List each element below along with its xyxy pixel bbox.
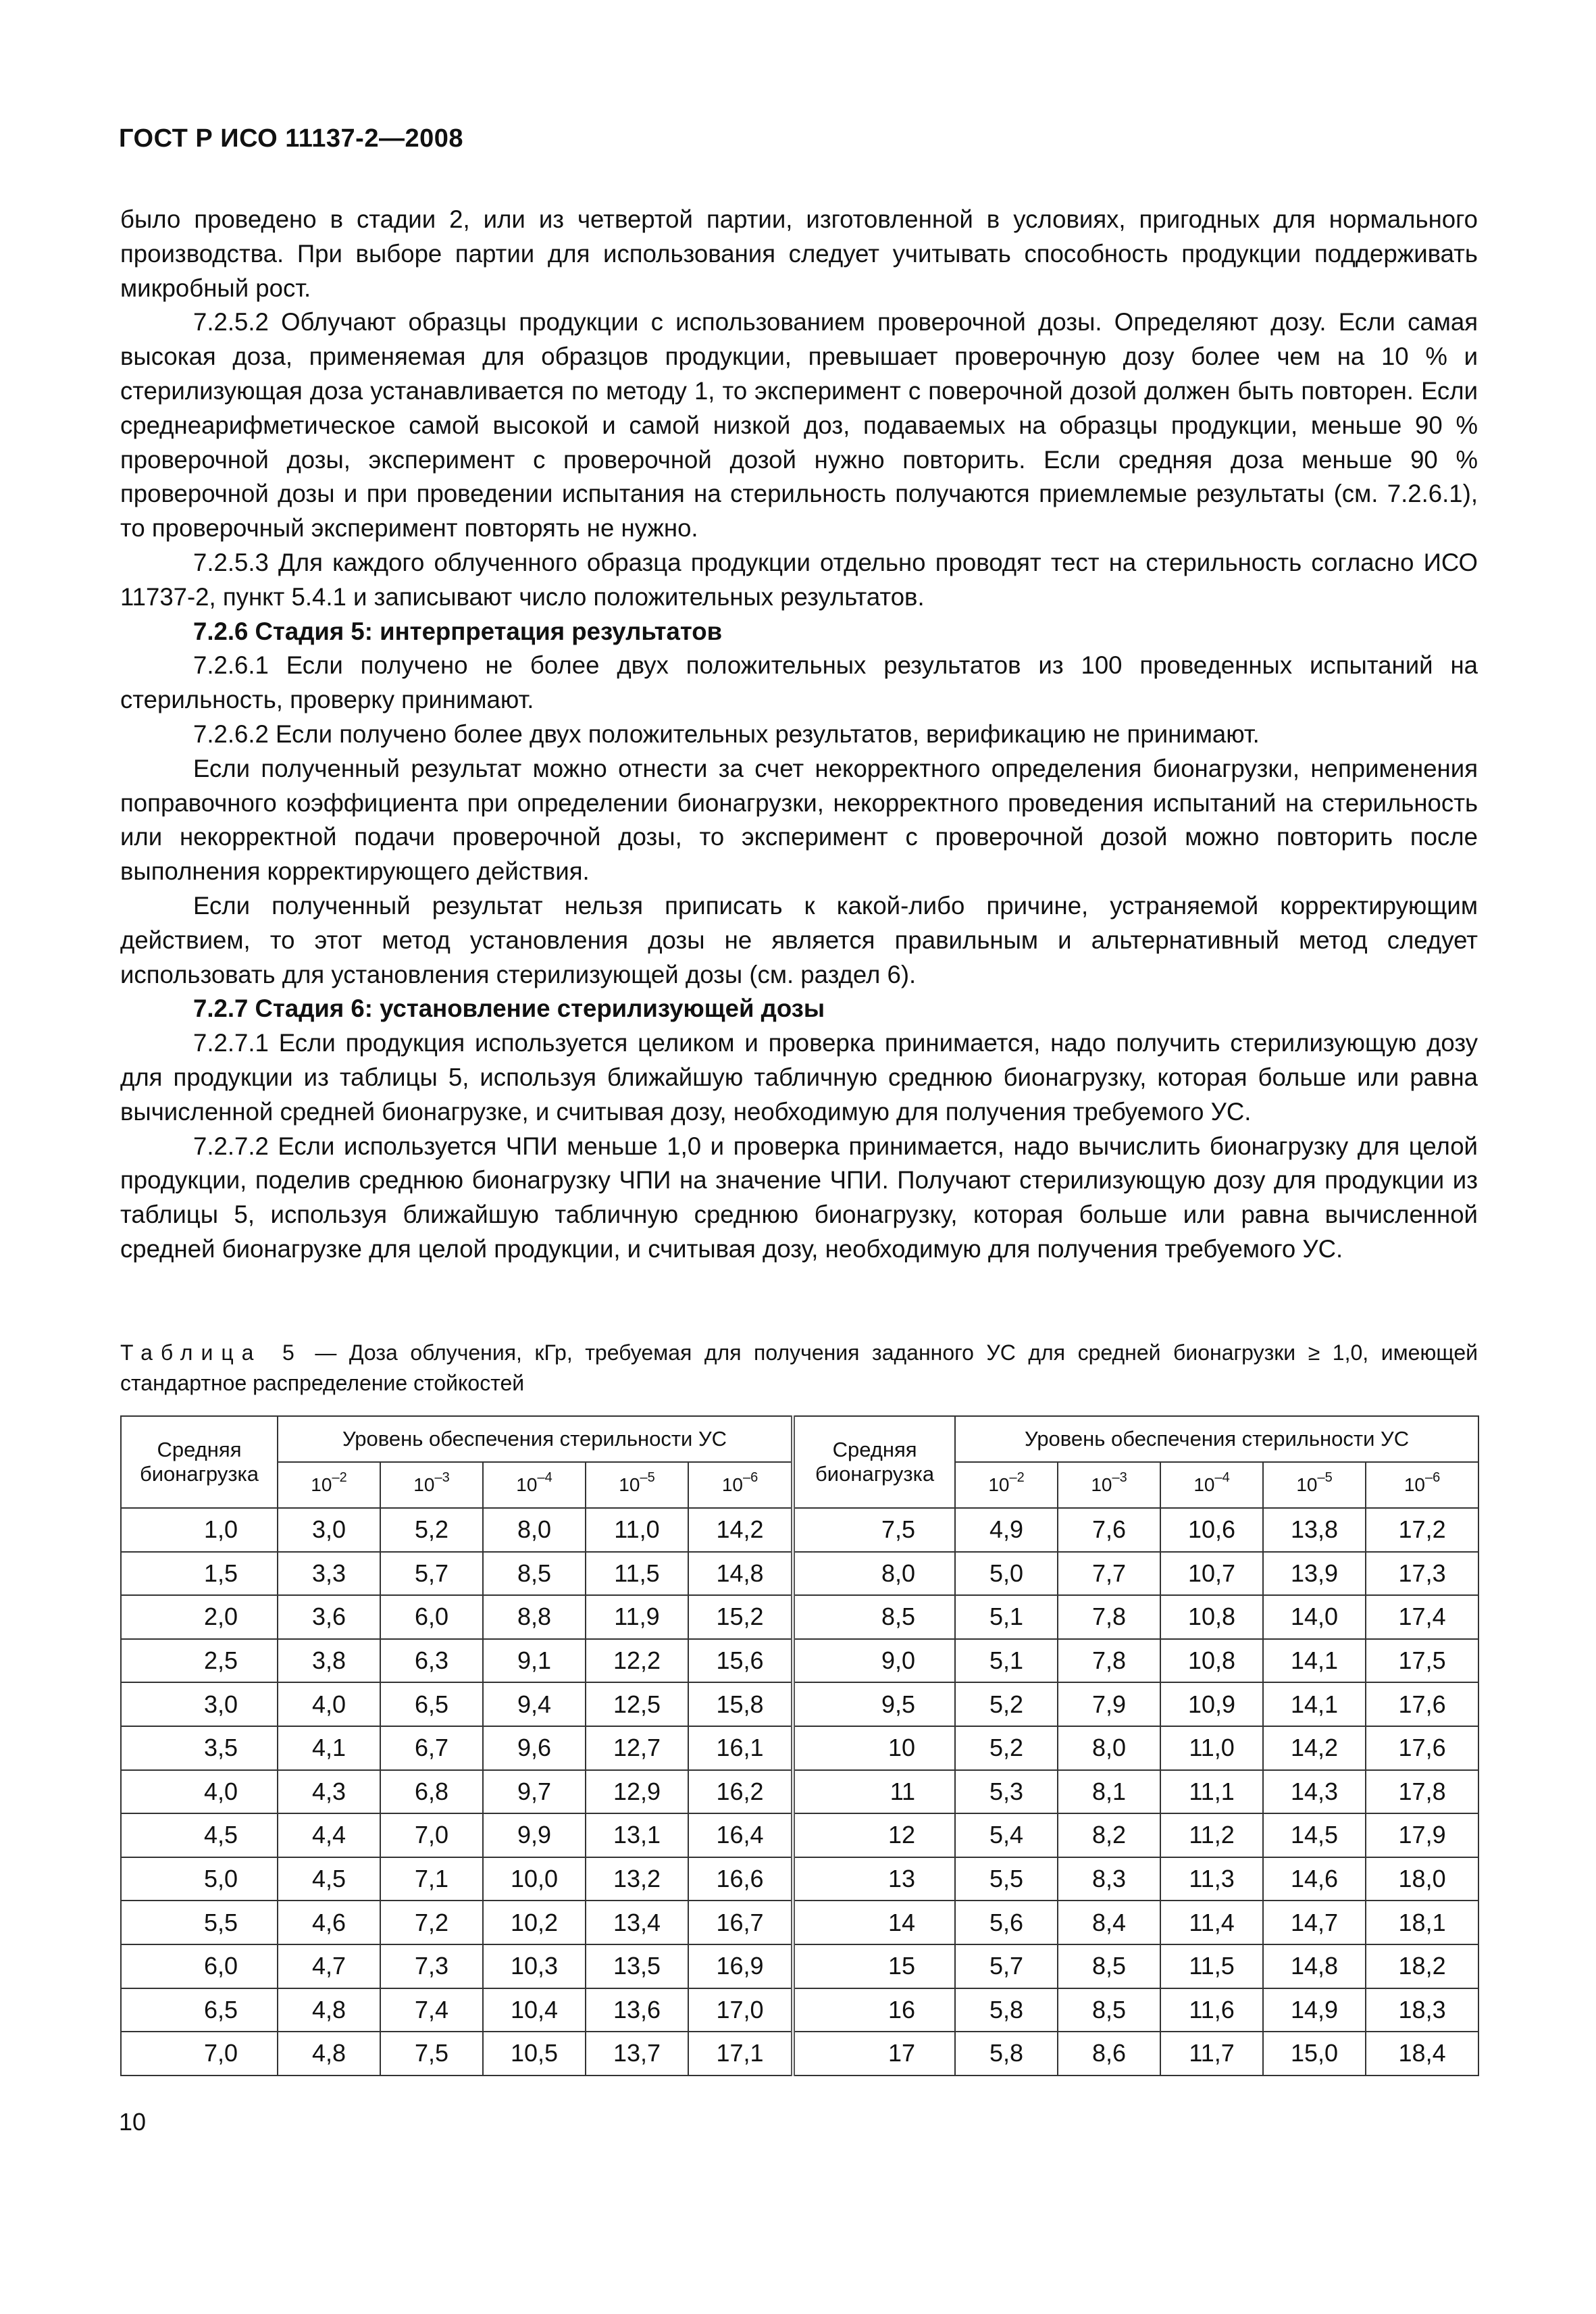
dose-cell: 10,2	[483, 1901, 586, 1944]
dose-cell: 5,8	[955, 1988, 1058, 2032]
bioburden-cell: 2,5	[121, 1639, 278, 1683]
dose-cell: 18,1	[1366, 1901, 1478, 1944]
bioburden-cell: 3,5	[121, 1726, 278, 1770]
sal-header-cell: $10^{-2}$	[278, 1462, 380, 1508]
dose-cell: 16,6	[688, 1857, 793, 1901]
dose-table	[120, 1415, 1479, 2076]
dose-cell: 17,2	[1366, 1508, 1478, 1552]
table-caption	[120, 1338, 1478, 1399]
dose-cell: 7,0	[380, 1813, 483, 1857]
dose-cell: 14,9	[1263, 1988, 1366, 2032]
dose-cell: 12,5	[586, 1682, 688, 1726]
dose-cell: 11,1	[1160, 1770, 1263, 1814]
sal-header-cell: $10^{-6}$	[1366, 1462, 1478, 1508]
bioburden-cell: 4,5	[121, 1813, 278, 1857]
dose-cell: 5,7	[955, 1944, 1058, 1988]
dose-cell: 17,9	[1366, 1813, 1478, 1857]
paragraph: 7.2.6.2 Если получено более двух положительных результатов, верификацию не принимают.	[193, 720, 1260, 748]
dose-cell: 18,3	[1366, 1988, 1478, 2032]
bioburden-cell: 17	[793, 2032, 955, 2076]
sal-header-cell: $10^{-4}$	[1160, 1462, 1263, 1508]
dose-cell: 7,2	[380, 1901, 483, 1944]
dose-cell: 4,9	[955, 1508, 1058, 1552]
bioburden-cell: 1,0	[121, 1508, 278, 1552]
dose-cell: 13,4	[586, 1901, 688, 1944]
bioburden-cell: 3,0	[121, 1682, 278, 1726]
dose-cell: 5,3	[955, 1770, 1058, 1814]
dose-cell: 14,5	[1263, 1813, 1366, 1857]
dose-cell: 14,1	[1263, 1682, 1366, 1726]
dose-cell: 15,8	[688, 1682, 793, 1726]
dose-cell: 16,1	[688, 1726, 793, 1770]
dose-cell: 10,5	[483, 2032, 586, 2076]
dose-cell: 17,0	[688, 1988, 793, 2032]
bioburden-cell: 13	[793, 1857, 955, 1901]
dose-cell: 6,8	[380, 1770, 483, 1814]
table-row	[121, 2032, 1478, 2076]
dose-cell: 4,1	[278, 1726, 380, 1770]
dose-cell: 11,5	[1160, 1944, 1263, 1988]
dose-cell: 10,7	[1160, 1552, 1263, 1596]
dose-cell: 11,0	[586, 1508, 688, 1552]
dose-cell: 16,9	[688, 1944, 793, 1988]
dose-cell: 5,7	[380, 1552, 483, 1596]
dose-cell: 14,8	[688, 1552, 793, 1596]
dose-cell: 6,7	[380, 1726, 483, 1770]
dose-cell: 7,7	[1058, 1552, 1160, 1596]
dose-cell: 4,8	[278, 2032, 380, 2076]
dose-cell: 17,8	[1366, 1770, 1478, 1814]
dose-cell: 11,7	[1160, 2032, 1263, 2076]
header-bioburden-left: Средняя бионагрузка	[121, 1416, 278, 1508]
dose-cell: 7,8	[1058, 1639, 1160, 1683]
dose-cell: 5,0	[955, 1552, 1058, 1596]
dose-cell: 13,2	[586, 1857, 688, 1901]
dose-cell: 8,5	[483, 1552, 586, 1596]
dose-cell: 14,0	[1263, 1595, 1366, 1639]
bioburden-cell: 12	[793, 1813, 955, 1857]
table-row	[121, 1726, 1478, 1770]
dose-cell: 5,4	[955, 1813, 1058, 1857]
dose-cell: 13,9	[1263, 1552, 1366, 1596]
dose-cell: 12,9	[586, 1770, 688, 1814]
dose-cell: 7,6	[1058, 1508, 1160, 1552]
bioburden-cell: 16	[793, 1988, 955, 2032]
dose-cell: 13,6	[586, 1988, 688, 2032]
paragraph: 7.2.7.1 Если продукция используется целиком и проверка принимается, надо получить стерилизующую дозу для продукции из таблицы 5, используя ближайшую табличную среднюю бионагрузку, которая больше или равна вычисленной средней бионагрузке, и считывая дозу, необходимую для получения требуемого УС.	[120, 1029, 1478, 1126]
bioburden-cell: 5,0	[121, 1857, 278, 1901]
dose-cell: 10,8	[1160, 1639, 1263, 1683]
table-row	[121, 1988, 1478, 2032]
dose-cell: 11,4	[1160, 1901, 1263, 1944]
dose-cell: 10,9	[1160, 1682, 1263, 1726]
bioburden-cell: 14	[793, 1901, 955, 1944]
page-number: 10	[119, 2108, 147, 2136]
dose-cell: 9,7	[483, 1770, 586, 1814]
dose-cell: 10,4	[483, 1988, 586, 2032]
dose-cell: 17,3	[1366, 1552, 1478, 1596]
bioburden-cell: 4,0	[121, 1770, 278, 1814]
dose-cell: 5,2	[380, 1508, 483, 1552]
dose-cell: 13,1	[586, 1813, 688, 1857]
table-row	[121, 1508, 1478, 1552]
dose-cell: 8,3	[1058, 1857, 1160, 1901]
dose-cell: 14,8	[1263, 1944, 1366, 1988]
sal-header-cell: $10^{-5}$	[586, 1462, 688, 1508]
table-caption-text: — Доза облучения, кГр, требуемая для получения заданного УС для средней бионагрузки ≥ 1,0, имеющей стандартное распределение стойкостей	[120, 1340, 1478, 1395]
dose-cell: 14,3	[1263, 1770, 1366, 1814]
dose-cell: 9,9	[483, 1813, 586, 1857]
header-sal-left: Уровень обеспечения стерильности УС	[278, 1416, 793, 1462]
dose-cell: 14,2	[688, 1508, 793, 1552]
dose-cell: 5,5	[955, 1857, 1058, 1901]
dose-cell: 6,0	[380, 1595, 483, 1639]
dose-cell: 11,5	[586, 1552, 688, 1596]
dose-cell: 16,4	[688, 1813, 793, 1857]
dose-cell: 7,9	[1058, 1682, 1160, 1726]
dose-cell: 17,4	[1366, 1595, 1478, 1639]
dose-cell: 14,7	[1263, 1901, 1366, 1944]
sal-header-cell: $10^{-3}$	[380, 1462, 483, 1508]
dose-cell: 13,7	[586, 2032, 688, 2076]
dose-cell: 8,0	[1058, 1726, 1160, 1770]
dose-cell: 13,8	[1263, 1508, 1366, 1552]
dose-cell: 9,6	[483, 1726, 586, 1770]
table-caption-label: Таблица 5	[120, 1340, 303, 1365]
dose-cell: 7,3	[380, 1944, 483, 1988]
paragraph: Если полученный результат можно отнести за счет некорректного определения бионагрузки, неприменения поправочного коэффициента при определении бионагрузки, некорректного проведения испытаний на стерильность или некорректной подачи проверочной дозы, то эксперимент с проверочной дозой можно повторить после выполнения корректирующего действия.	[120, 754, 1478, 886]
dose-cell: 10,8	[1160, 1595, 1263, 1639]
table-row	[121, 1857, 1478, 1901]
dose-cell: 16,7	[688, 1901, 793, 1944]
dose-cell: 3,0	[278, 1508, 380, 1552]
dose-cell: 3,3	[278, 1552, 380, 1596]
dose-cell: 4,7	[278, 1944, 380, 1988]
bioburden-cell: 6,5	[121, 1988, 278, 2032]
table-row	[121, 1813, 1478, 1857]
dose-cell: 17,6	[1366, 1682, 1478, 1726]
dose-cell: 17,6	[1366, 1726, 1478, 1770]
dose-cell: 6,3	[380, 1639, 483, 1683]
dose-cell: 18,2	[1366, 1944, 1478, 1988]
table-row	[121, 1552, 1478, 1596]
header-sal-right: Уровень обеспечения стерильности УС	[955, 1416, 1478, 1462]
dose-cell: 15,6	[688, 1639, 793, 1683]
header-bioburden-right: Средняя бионагрузка	[793, 1416, 955, 1508]
bioburden-cell: 11	[793, 1770, 955, 1814]
bioburden-cell: 2,0	[121, 1595, 278, 1639]
bioburden-cell: 7,5	[793, 1508, 955, 1552]
section-heading: 7.2.7 Стадия 6: установление стерилизующей дозы	[193, 995, 825, 1023]
sal-header-cell: $10^{-2}$	[955, 1462, 1058, 1508]
dose-cell: 15,2	[688, 1595, 793, 1639]
dose-cell: 12,7	[586, 1726, 688, 1770]
body-text	[120, 203, 1478, 1267]
dose-cell: 8,2	[1058, 1813, 1160, 1857]
dose-cell: 10,6	[1160, 1508, 1263, 1552]
dose-cell: 9,1	[483, 1639, 586, 1683]
dose-cell: 8,4	[1058, 1901, 1160, 1944]
dose-cell: 15,0	[1263, 2032, 1366, 2076]
section-heading: 7.2.6 Стадия 5: интерпретация результатов	[193, 617, 723, 645]
bioburden-cell: 8,0	[793, 1552, 955, 1596]
paragraph: Если полученный результат нельзя приписать к какой-либо причине, устраняемой корректирующим действием, то этот метод установления дозы не является правильным и альтернативный метод следует использовать для установления стерилизующей дозы (см. раздел 6).	[120, 891, 1478, 988]
dose-cell: 10,0	[483, 1857, 586, 1901]
paragraph: 7.2.5.2 Облучают образцы продукции с использованием проверочной дозы. Определяют дозу. Если самая высокая доза, применяемая для образцов продукции, превышает проверочную дозу более чем на 10 % и стерилизующая доза устанавливается по методу 1, то эксперимент с поверочной дозой должен быть повторен. Если среднеарифметическое самой высокой и самой низкой доз, подаваемых на образцы продукции, меньше 90 % проверочной дозы, эксперимент с проверочной дозой нужно повторить. Если средняя доза меньше 90 % проверочной дозы и при проведении испытания на стерильность получаются приемлемые результаты (см. 7.2.6.1), то проверочный эксперимент повторять не нужно.	[120, 308, 1478, 543]
dose-cell: 8,8	[483, 1595, 586, 1639]
bioburden-cell: 1,5	[121, 1552, 278, 1596]
dose-cell: 3,6	[278, 1595, 380, 1639]
dose-cell: 4,8	[278, 1988, 380, 2032]
dose-cell: 5,8	[955, 2032, 1058, 2076]
dose-cell: 8,5	[1058, 1988, 1160, 2032]
bioburden-cell: 10	[793, 1726, 955, 1770]
table-row	[121, 1682, 1478, 1726]
dose-cell: 18,0	[1366, 1857, 1478, 1901]
bioburden-cell: 9,5	[793, 1682, 955, 1726]
dose-cell: 8,0	[483, 1508, 586, 1552]
dose-cell: 14,1	[1263, 1639, 1366, 1683]
table-row	[121, 1595, 1478, 1639]
dose-cell: 17,1	[688, 2032, 793, 2076]
dose-cell: 11,2	[1160, 1813, 1263, 1857]
table-row	[121, 1901, 1478, 1944]
dose-cell: 14,2	[1263, 1726, 1366, 1770]
dose-cell: 9,4	[483, 1682, 586, 1726]
dose-cell: 12,2	[586, 1639, 688, 1683]
dose-cell: 5,2	[955, 1726, 1058, 1770]
bioburden-cell: 5,5	[121, 1901, 278, 1944]
dose-cell: 11,6	[1160, 1988, 1263, 2032]
dose-cell: 5,6	[955, 1901, 1058, 1944]
dose-cell: 5,2	[955, 1682, 1058, 1726]
document-header: ГОСТ Р ИСО 11137-2—2008	[119, 124, 463, 153]
dose-cell: 14,6	[1263, 1857, 1366, 1901]
dose-cell: 4,5	[278, 1857, 380, 1901]
dose-cell: 3,8	[278, 1639, 380, 1683]
sal-header-cell: $10^{-3}$	[1058, 1462, 1160, 1508]
table-body	[121, 1508, 1478, 2076]
paragraph: 7.2.5.3 Для каждого облученного образца продукции отдельно проводят тест на стерильность согласно ИСО 11737-2, пункт 5.4.1 и записывают число положительных результатов.	[120, 548, 1478, 611]
sal-header-cell: $10^{-4}$	[483, 1462, 586, 1508]
dose-cell: 7,1	[380, 1857, 483, 1901]
dose-cell: 8,1	[1058, 1770, 1160, 1814]
bioburden-cell: 7,0	[121, 2032, 278, 2076]
table-row	[121, 1639, 1478, 1683]
sal-header-cell: $10^{-5}$	[1263, 1462, 1366, 1508]
dose-cell: 11,0	[1160, 1726, 1263, 1770]
bioburden-cell: 6,0	[121, 1944, 278, 1988]
dose-cell: 7,5	[380, 2032, 483, 2076]
dose-cell: 18,4	[1366, 2032, 1478, 2076]
dose-cell: 8,6	[1058, 2032, 1160, 2076]
table-row	[121, 1944, 1478, 1988]
paragraph: было проведено в стадии 2, или из четвертой партии, изготовленной в условиях, пригодных для нормального производства. При выборе партии для использования следует учитывать способность продукции поддерживать микробный рост.	[120, 205, 1478, 302]
dose-cell: 6,5	[380, 1682, 483, 1726]
paragraph: 7.2.7.2 Если используется ЧПИ меньше 1,0 и проверка принимается, надо вычислить бионагрузку для целой продукции, поделив среднюю бионагрузку ЧПИ на значение ЧПИ. Получают стерилизующую дозу для продукции из таблицы 5, используя ближайшую табличную среднюю бионагрузку, которая больше или равна вычисленной средней бионагрузке для целой продукции, и считывая дозу, необходимую для получения требуемого УС.	[120, 1132, 1478, 1263]
table-row	[121, 1770, 1478, 1814]
dose-cell: 4,3	[278, 1770, 380, 1814]
dose-cell: 17,5	[1366, 1639, 1478, 1683]
dose-cell: 11,9	[586, 1595, 688, 1639]
bioburden-cell: 8,5	[793, 1595, 955, 1639]
dose-cell: 4,4	[278, 1813, 380, 1857]
dose-cell: 4,0	[278, 1682, 380, 1726]
dose-cell: 13,5	[586, 1944, 688, 1988]
dose-cell: 8,5	[1058, 1944, 1160, 1988]
dose-cell: 5,1	[955, 1595, 1058, 1639]
paragraph: 7.2.6.1 Если получено не более двух положительных результатов из 100 проведенных испытаний на стерильность, проверку принимают.	[120, 651, 1478, 714]
bioburden-cell: 15	[793, 1944, 955, 1988]
sal-header-cell: $10^{-6}$	[688, 1462, 793, 1508]
dose-cell: 11,3	[1160, 1857, 1263, 1901]
dose-cell: 7,8	[1058, 1595, 1160, 1639]
bioburden-cell: 9,0	[793, 1639, 955, 1683]
dose-cell: 5,1	[955, 1639, 1058, 1683]
dose-cell: 7,4	[380, 1988, 483, 2032]
dose-cell: 16,2	[688, 1770, 793, 1814]
dose-cell: 4,6	[278, 1901, 380, 1944]
dose-cell: 10,3	[483, 1944, 586, 1988]
